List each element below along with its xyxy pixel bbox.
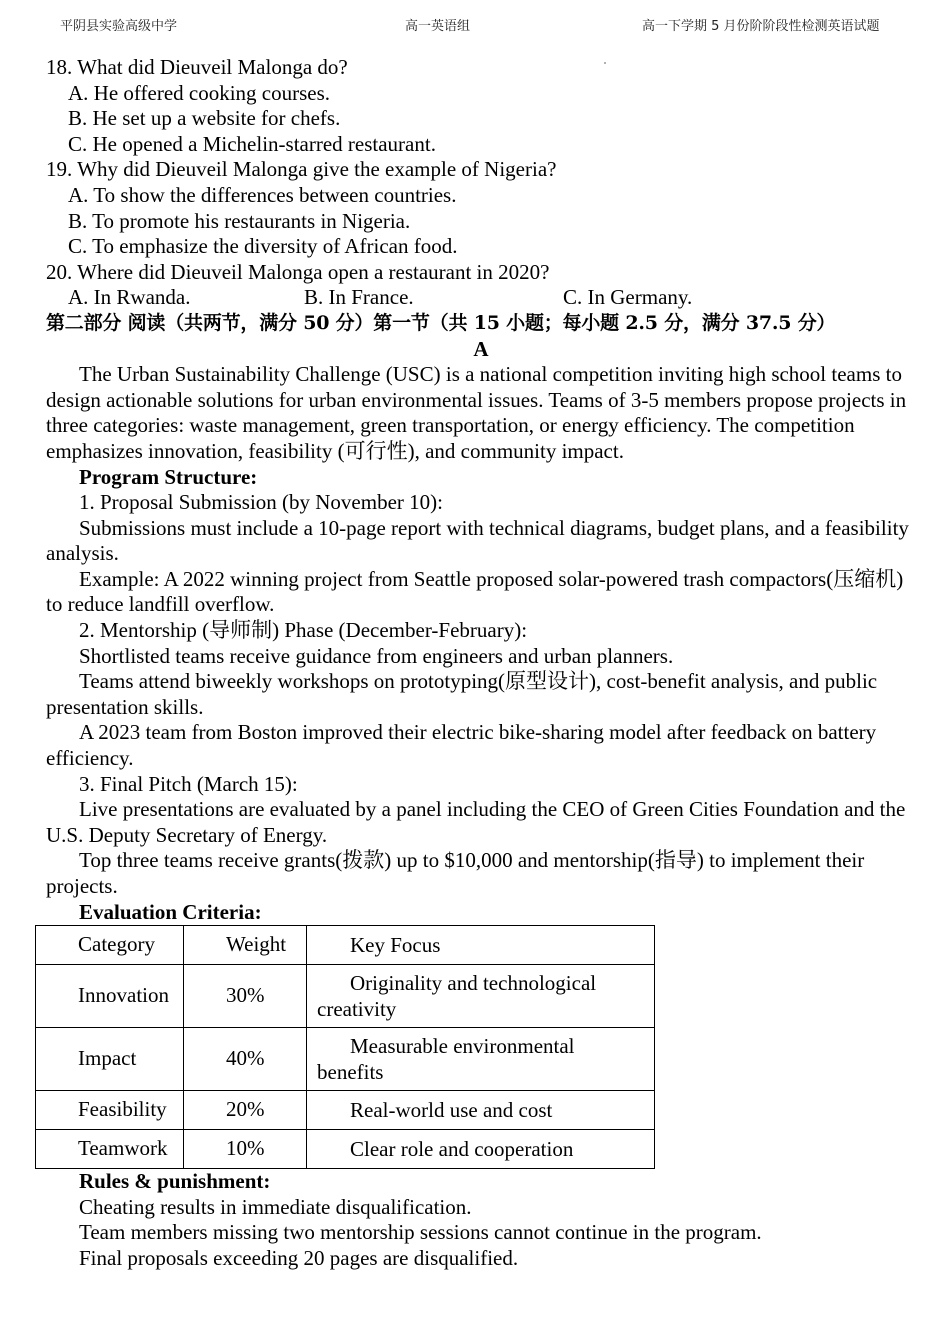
question-stem: 18. What did Dieuveil Malonga do? bbox=[46, 55, 348, 79]
exam-page bbox=[46, 55, 916, 1272]
table-row bbox=[36, 1091, 655, 1130]
exam-title: 高一下学期 5 月份阶阶段性检测英语试题 bbox=[642, 19, 880, 34]
program-heading: Program Structure: bbox=[79, 464, 258, 489]
focus-cell: Originality and technological creativity bbox=[307, 965, 655, 1028]
rule-item: Cheating results in immediate disqualification. bbox=[79, 1194, 472, 1219]
question-stem: 20. Where did Dieuveil Malonga open a restaurant in 2020? bbox=[46, 259, 550, 284]
step3-title: 3. Final Pitch (March 15): bbox=[79, 771, 298, 796]
option-c: C. In Germany. bbox=[563, 285, 693, 310]
step1-example: Example: A 2022 winning project from Seattle proposed solar-powered trash compactors(压缩机) to reduce landfill overflow. bbox=[46, 566, 904, 617]
step2-example: A 2023 team from Boston improved their electric bike-sharing model after feedback on battery efficiency. bbox=[46, 720, 877, 771]
table-header-row bbox=[36, 926, 655, 965]
question-20 bbox=[46, 260, 916, 311]
weight-cell: 40% bbox=[184, 1028, 307, 1091]
focus-cell: Real-world use and cost bbox=[307, 1091, 655, 1130]
weight-cell: 10% bbox=[184, 1130, 307, 1169]
focus-cell: Measurable environmental benefits bbox=[307, 1028, 655, 1091]
weight-cell: 20% bbox=[184, 1091, 307, 1130]
category-cell: Feasibility bbox=[36, 1091, 184, 1130]
weight-cell: 30% bbox=[184, 965, 307, 1028]
column-header: Category bbox=[36, 926, 184, 965]
step2-workshops: Teams attend biweekly workshops on prototyping(原型设计), cost-benefit analysis, and public presentation skills. bbox=[46, 669, 878, 719]
rules-heading: Rules & punishment: bbox=[79, 1169, 271, 1194]
step2-title: 2. Mentorship (导师制) Phase (December-February): bbox=[79, 618, 528, 643]
option-c: C. To emphasize the diversity of African food. bbox=[68, 234, 458, 259]
option-a: A. He offered cooking courses. bbox=[68, 80, 331, 105]
rule-item: Team members missing two mentorship sessions cannot continue in the program. bbox=[79, 1220, 762, 1245]
step3-paragraph: Live presentations are evaluated by a panel including the CEO of Green Cities Foundation and the U.S. Deputy Secretary of Energy. bbox=[46, 797, 906, 847]
page-header bbox=[0, 15, 950, 37]
criteria-heading: Evaluation Criteria: bbox=[79, 899, 262, 924]
option-b: B. He set up a website for chefs. bbox=[68, 106, 341, 131]
step2-paragraph: Shortlisted teams receive guidance from engineers and urban planners. bbox=[79, 643, 674, 668]
rule-item: Final proposals exceeding 20 pages are disqualified. bbox=[79, 1245, 519, 1270]
table-row bbox=[36, 965, 655, 1028]
option-a: A. To show the differences between countries. bbox=[68, 182, 457, 207]
question-19 bbox=[46, 157, 916, 259]
school-name: 平阴县实验高级中学 bbox=[60, 19, 178, 34]
category-cell: Impact bbox=[36, 1028, 184, 1091]
question-18 bbox=[46, 55, 916, 157]
question-stem: 19. Why did Dieuveil Malonga give the example of Nigeria? bbox=[46, 157, 557, 182]
column-header: Key Focus bbox=[307, 926, 655, 965]
category-cell: Teamwork bbox=[36, 1130, 184, 1169]
passage-label: A bbox=[473, 336, 489, 361]
column-header: Weight bbox=[184, 926, 307, 965]
focus-cell: Clear role and cooperation bbox=[307, 1130, 655, 1169]
option-b: B. In France. bbox=[304, 285, 414, 310]
criteria-table bbox=[35, 925, 655, 1169]
option-b: B. To promote his restaurants in Nigeria. bbox=[68, 208, 411, 233]
table-row bbox=[36, 1028, 655, 1091]
step1-title: 1. Proposal Submission (by November 10): bbox=[79, 490, 443, 515]
options-row bbox=[46, 285, 916, 311]
option-c: C. He opened a Michelin-starred restaurant. bbox=[68, 131, 436, 156]
step3-grants: Top three teams receive grants(拨款) up to $10,000 and mentorship(指导) to implement their projects. bbox=[46, 848, 865, 898]
step1-paragraph: Submissions must include a 10-page report with technical diagrams, budget plans, and a feasibility analysis. bbox=[46, 515, 909, 566]
intro-paragraph: The Urban Sustainability Challenge (USC) is a national competition inviting high school teams to design actionable solutions for urban environmental issues. Teams of 3-5 members propose projects in three categories: waste management, green transportation, or energy efficiency. The competition emphasizes innovation, feasibility (可行性), and community impact. bbox=[46, 362, 907, 463]
option-a: A. In Rwanda. bbox=[68, 285, 191, 310]
group-name: 高一英语组 bbox=[405, 19, 471, 34]
category-cell: Innovation bbox=[36, 965, 184, 1028]
table-row bbox=[36, 1130, 655, 1169]
section-heading: 第二部分 阅读（共两节，满分 50 分）第一节（共 15 小题；每小题 2.5 分，满分 37.5 分） bbox=[46, 311, 836, 334]
